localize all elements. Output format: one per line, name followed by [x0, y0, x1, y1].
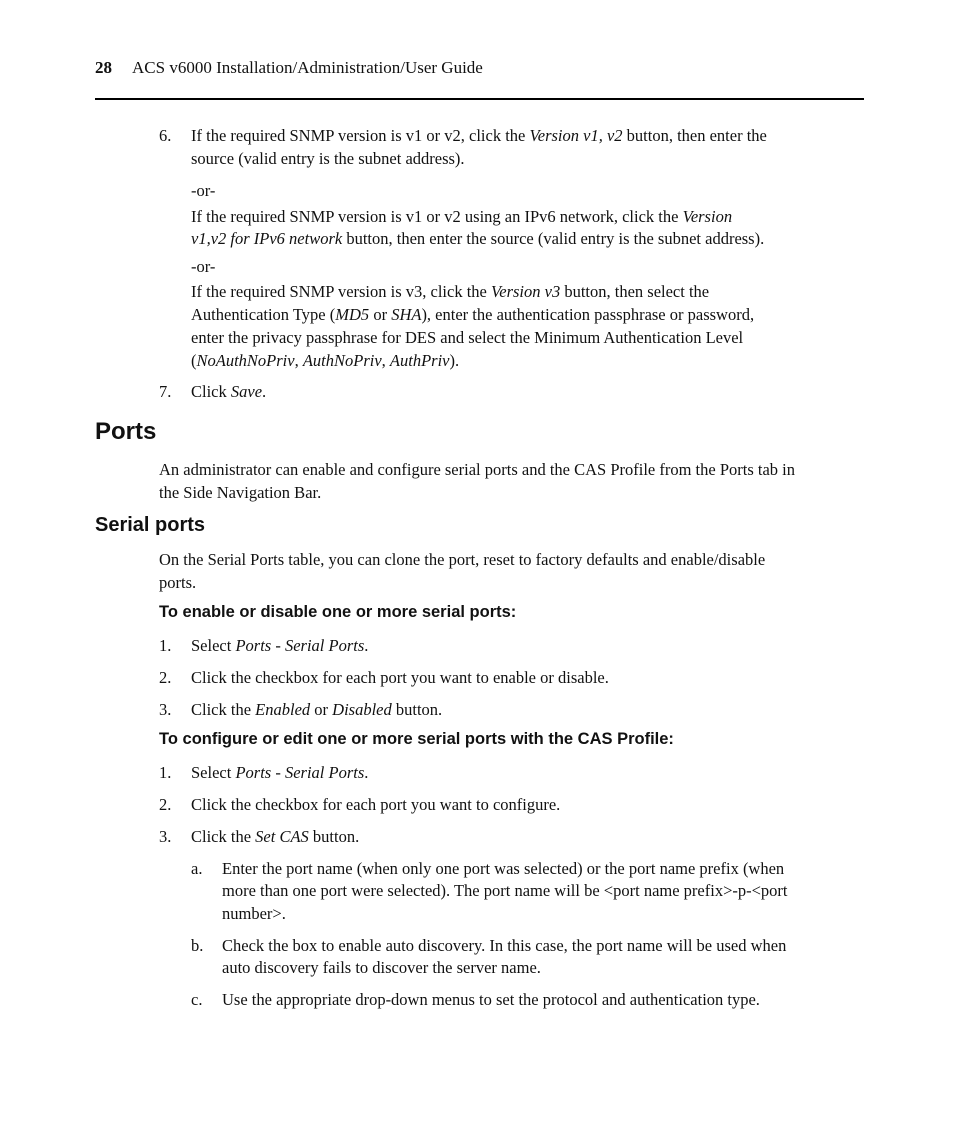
sub-step-b-line-2: auto discovery fails to discover the server name.	[222, 958, 541, 977]
enable-procedure-heading: To enable or disable one or more serial ports:	[159, 603, 517, 621]
ipv6-line-2: v1,v2 for IPv6 network button, then enter the source (valid entry is the subnet address).	[191, 229, 765, 248]
sub-step-b-letter: b.	[191, 936, 204, 955]
enable-step-3-number: 3.	[159, 700, 172, 719]
cas-procedure-heading: To configure or edit one or more serial ports with the CAS Profile:	[159, 730, 674, 748]
ports-intro-line-2: the Side Navigation Bar.	[159, 483, 322, 502]
sub-step-a-letter: a.	[191, 859, 203, 878]
step-7-text: Click Save.	[191, 382, 267, 401]
sub-step-a-line-1: Enter the port name (when only one port was selected) or the port name prefix (when	[222, 859, 785, 878]
v3-line-4: (NoAuthNoPriv, AuthNoPriv, AuthPriv).	[191, 351, 460, 370]
v3-line-3: enter the privacy passphrase for DES and select the Minimum Authentication Level	[191, 328, 744, 347]
running-header	[95, 58, 483, 78]
cas-step-2-text: Click the checkbox for each port you want to configure.	[191, 795, 561, 814]
cas-step-1-text: Select Ports - Serial Ports.	[191, 763, 369, 782]
serial-intro-line-2: ports.	[159, 573, 197, 592]
serial-ports-heading: Serial ports	[95, 514, 206, 536]
ipv6-line-1: If the required SNMP version is v1 or v2 using an IPv6 network, click the Version	[191, 207, 733, 226]
ports-heading: Ports	[95, 418, 157, 445]
sub-step-a-line-2: more than one port were selected). The port name will be <port name prefix>-p-<port	[222, 881, 788, 900]
cas-step-3-text: Click the Set CAS button.	[191, 827, 360, 846]
or-separator: -or-	[191, 181, 216, 200]
serial-intro-line-1: On the Serial Ports table, you can clone the port, reset to factory defaults and enable/disable	[159, 550, 766, 569]
page-number: 28	[95, 58, 112, 77]
sub-step-c-letter: c.	[191, 990, 203, 1009]
enable-step-2-number: 2.	[159, 668, 172, 687]
v3-line-1: If the required SNMP version is v3, click the Version v3 button, then select the	[191, 282, 710, 301]
step-6-number: 6.	[159, 126, 172, 145]
cas-step-1-number: 1.	[159, 763, 172, 782]
enable-step-2-text: Click the checkbox for each port you want to enable or disable.	[191, 668, 609, 687]
enable-step-1-text: Select Ports - Serial Ports.	[191, 636, 369, 655]
cas-step-2-number: 2.	[159, 795, 172, 814]
sub-step-b-line-1: Check the box to enable auto discovery. In this case, the port name will be used when	[222, 936, 787, 955]
sub-step-c-line-1: Use the appropriate drop-down menus to set the protocol and authentication type.	[222, 990, 760, 1009]
or-separator: -or-	[191, 257, 216, 276]
v3-line-2: Authentication Type (MD5 or SHA), enter the authentication passphrase or password,	[191, 305, 755, 324]
step-6-line-2: source (valid entry is the subnet address).	[191, 149, 465, 168]
ports-intro-line-1: An administrator can enable and configure serial ports and the CAS Profile from the Ports tab in	[159, 460, 796, 479]
cas-step-3-number: 3.	[159, 827, 172, 846]
guide-title: ACS v6000 Installation/Administration/User Guide	[132, 58, 483, 77]
enable-step-3-text: Click the Enabled or Disabled button.	[191, 700, 443, 719]
sub-step-a-line-3: number>.	[222, 904, 286, 923]
step-7-number: 7.	[159, 382, 172, 401]
enable-step-1-number: 1.	[159, 636, 172, 655]
step-6-line-1: If the required SNMP version is v1 or v2, click the Version v1, v2 button, then enter the	[191, 126, 767, 145]
header-rule	[95, 98, 864, 100]
